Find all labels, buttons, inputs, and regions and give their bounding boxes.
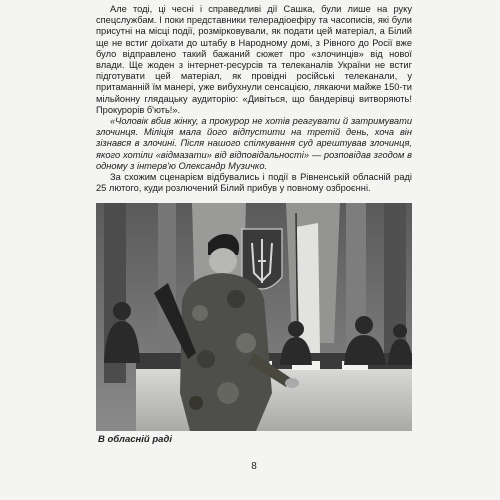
page-number: 8 (251, 461, 257, 472)
photo-caption: В обласній раді (98, 434, 172, 445)
council-photo (96, 203, 412, 431)
paragraph-1: Але тоді, ці чесні і справедливі дії Сашка, були лише на руку спецслужбам. І поки представники телерадіоефіру та часописів, які були присутні на місці події, розмірковували, як подати цей матеріал, а Білий ще не встиг доїхати до штабу в Народному домі, з Рівного до Росії вже було відправлено такий бажаний сюжет про «злочинців» від нової влади. Ще жоден з інтернет-ресурсів та телеканалів України не встиг підготувати цей матеріал, як провідні російські телеканали, у притаманній їм манері, уже вибухнули сенсацією, лякаючи майже 150-ти мільйонну глядацьку аудиторію: «Дивіться, що бандерівці витворяють! Прокурорів б'ють!». (96, 4, 412, 115)
paragraph-2-quote: «Чоловік вбив жінку, а прокурор не хотів реагувати й затримувати злочинця. Міліція мала його відпустити на третій день, хоча він зізнався в злочині. Після нашого спілкування суд арештував злочинця, якого хотіли «відмазати» від відповідальності» — розповідав згодом в одному з інтерв'ю Олександр Музичко. (96, 116, 412, 171)
paragraph-3: За схожим сценарієм відбувались і події в Рівненській обласній раді 25 лютого, куди розлючений Білий прибув у повному озброєнні. (96, 172, 412, 194)
body-text (96, 4, 412, 194)
document-page (96, 0, 412, 500)
council-photo-illustration (96, 203, 412, 431)
